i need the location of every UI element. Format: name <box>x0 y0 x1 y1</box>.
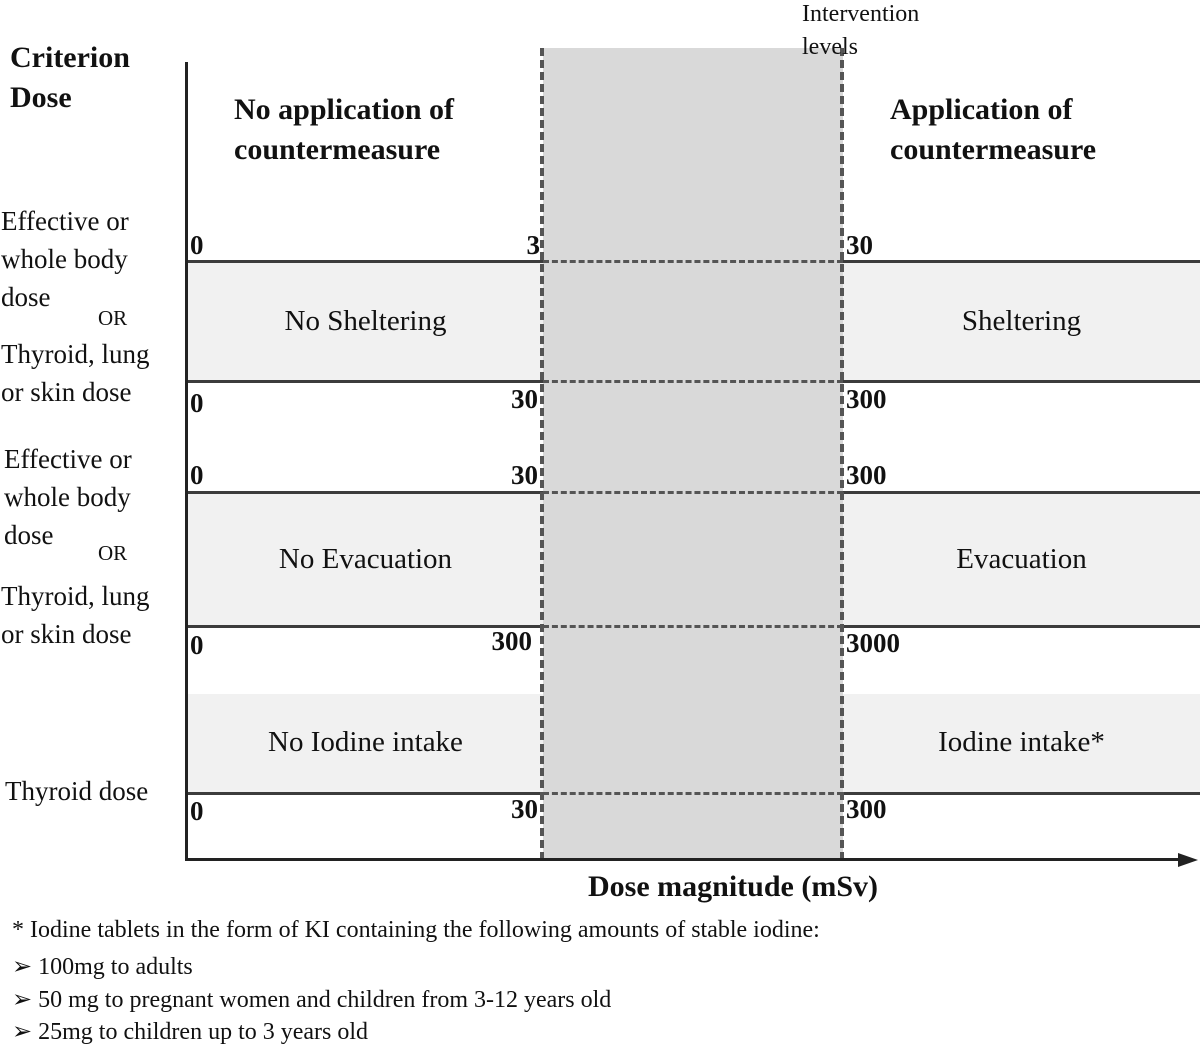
tick-value: 0 <box>190 460 204 490</box>
line-sheltering-top-left <box>188 260 543 263</box>
tick-value: 300 <box>846 794 887 824</box>
application-header <box>890 90 1096 170</box>
tick-value: 0 <box>190 230 204 260</box>
intervention-levels-label <box>802 0 919 64</box>
tick-value: 0 <box>190 796 204 826</box>
line-sheltering-bottom-right <box>843 380 1200 383</box>
label-no-iodine-intake: No Iodine intake <box>268 726 463 758</box>
application-line2: countermeasure <box>890 133 1097 166</box>
x-axis <box>185 858 1180 861</box>
footnote-item-text: 100mg to adults <box>38 954 193 980</box>
tick-value: 3000 <box>846 628 900 658</box>
criterion-iodine: Thyroid dose <box>5 776 149 806</box>
tick-value: 300 <box>846 460 887 490</box>
tick-value: 0 <box>190 388 204 418</box>
criterion-line: dose <box>1 282 51 312</box>
no-application-line2: countermeasure <box>234 133 441 166</box>
criterion-line: or skin dose <box>1 377 132 407</box>
tick-value: 0 <box>190 630 204 660</box>
footnote-intro: * Iodine tablets in the form of KI containing the following amounts of stable iodine: <box>12 917 820 943</box>
dash-sheltering-bottom <box>543 380 843 383</box>
footnote-item-text: 25mg to children up to 3 years old <box>38 1019 369 1045</box>
criterion-header-line1: Criterion <box>10 41 130 74</box>
criterion-line: whole body <box>1 244 128 274</box>
tick-value: 30 <box>846 230 873 260</box>
criterion-line: whole body <box>4 482 131 512</box>
label-no-sheltering: No Sheltering <box>284 305 447 337</box>
dash-iodine-bottom <box>543 792 843 795</box>
arrow-bullet-icon: ➢ <box>12 1019 33 1045</box>
arrow-bullet-icon: ➢ <box>12 954 33 980</box>
criterion-sheltering-alt <box>1 335 150 411</box>
tick-value: 300 <box>491 626 532 656</box>
dash-sheltering-top <box>543 260 843 263</box>
criterion-evacuation-alt <box>1 577 150 653</box>
application-line1: Application of <box>890 93 1073 126</box>
dash-evacuation-bottom <box>543 625 843 628</box>
criterion-line: Effective or <box>1 206 129 236</box>
intervention-zone <box>543 48 843 860</box>
label-sheltering: Sheltering <box>961 305 1082 337</box>
criterion-evacuation <box>4 440 132 554</box>
line-iodine-bottom-right <box>843 792 1200 795</box>
criterion-line: Thyroid, lung <box>1 581 150 611</box>
footnote-item <box>12 952 193 981</box>
footnote-item <box>12 1017 368 1046</box>
criterion-line: Effective or <box>4 444 132 474</box>
criterion-sheltering <box>1 202 129 316</box>
line-evacuation-top-right <box>843 491 1200 494</box>
footnote-item <box>12 985 611 1014</box>
x-axis-label: Dose magnitude (mSv) <box>588 870 878 903</box>
criterion-or-label: OR <box>98 541 128 565</box>
intervention-label-line2: levels <box>802 34 858 60</box>
no-application-line1: No application of <box>234 93 455 126</box>
line-sheltering-top-right <box>843 260 1200 263</box>
intervention-label-line1: Intervention <box>802 1 920 27</box>
tick-value: 30 <box>511 384 538 414</box>
label-iodine-intake: Iodine intake* <box>938 726 1105 758</box>
tick-value: 30 <box>511 794 538 824</box>
dash-evacuation-top <box>543 491 843 494</box>
criterion-header-line2: Dose <box>10 81 72 114</box>
no-application-header <box>234 90 454 170</box>
tick-value: 30 <box>511 460 538 490</box>
x-axis-arrow-icon <box>1178 853 1198 867</box>
criterion-line: dose <box>4 520 54 550</box>
line-sheltering-bottom-left <box>188 380 543 383</box>
tick-value: 3 <box>526 230 540 260</box>
footnote-item-text: 50 mg to pregnant women and children from 3-12 years old <box>38 987 612 1013</box>
label-no-evacuation: No Evacuation <box>278 543 453 575</box>
label-evacuation: Evacuation <box>956 543 1087 575</box>
line-evacuation-top-left <box>188 491 543 494</box>
arrow-bullet-icon: ➢ <box>12 987 33 1013</box>
tick-value: 300 <box>846 384 887 414</box>
criterion-line: or skin dose <box>1 619 132 649</box>
criterion-or-label: OR <box>98 306 128 330</box>
criterion-header <box>10 38 130 118</box>
criterion-line: Thyroid, lung <box>1 339 150 369</box>
